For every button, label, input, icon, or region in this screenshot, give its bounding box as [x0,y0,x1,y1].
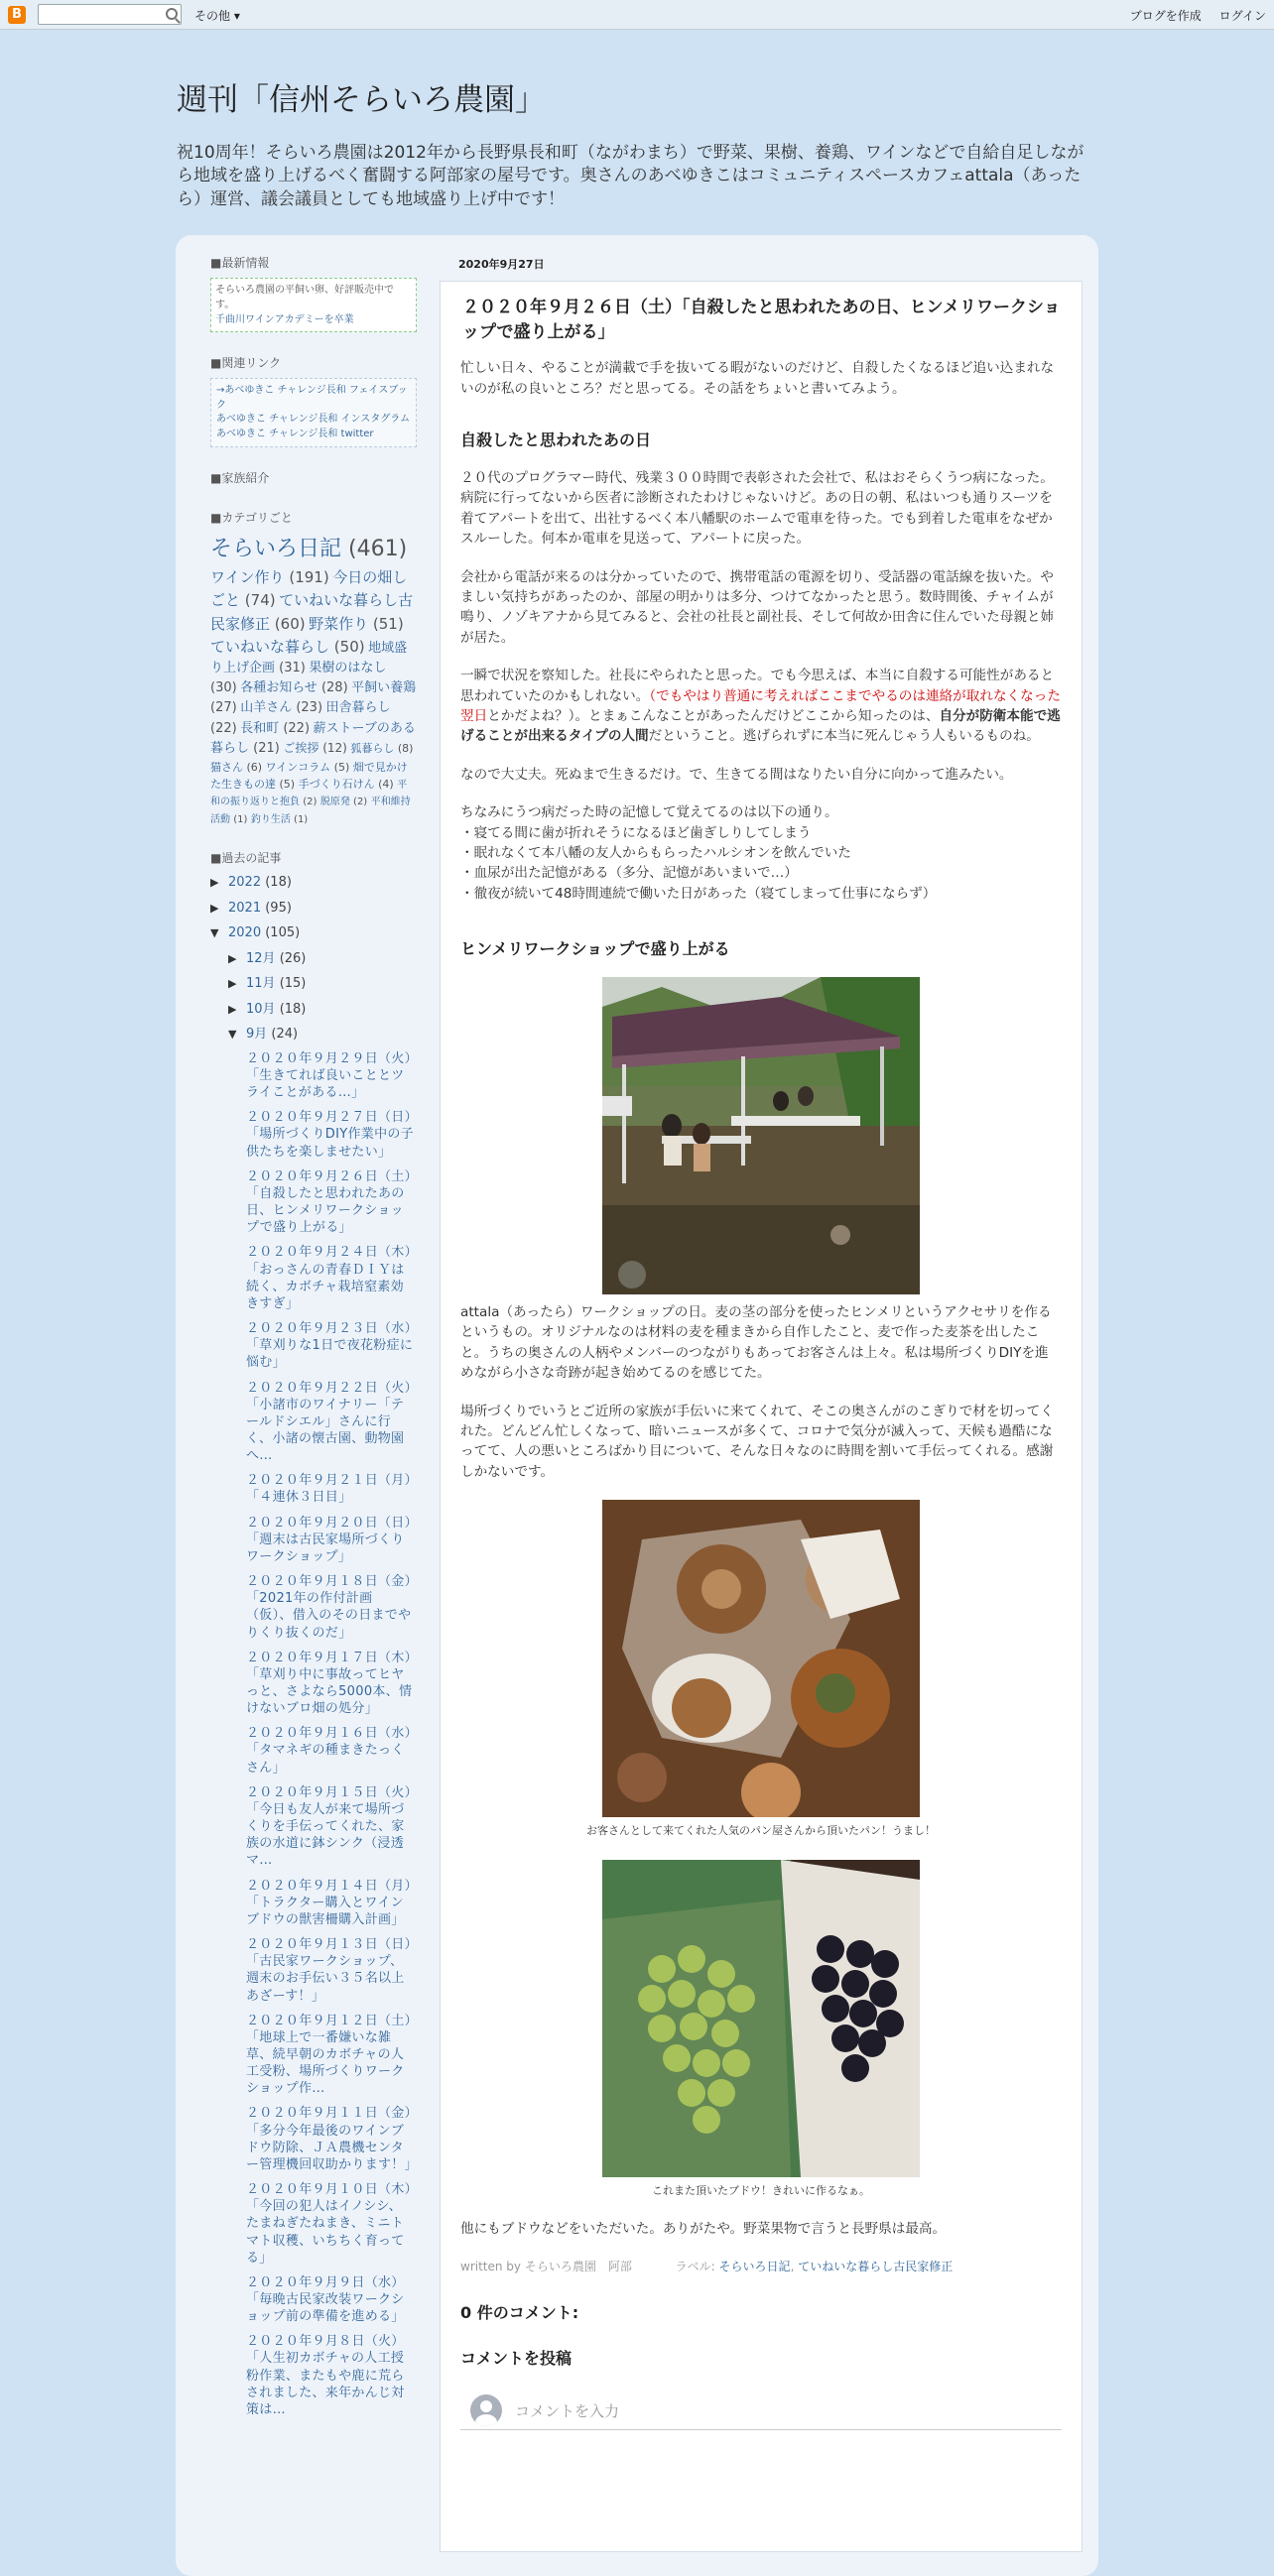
archive-post-link[interactable]: ２０２０年９月２９日（火）「生きてれば良いこととツライことがある…」 [246,1050,412,1101]
post-list-paragraph [460,802,1062,904]
post-paragraph [460,666,1062,747]
archive-post-link[interactable]: ２０２０年９月２０日（日）「週末は古民家場所づくりワークショップ」 [246,1515,412,1564]
list-item: ・眠れなくて本八幡の友人からもらったハルシオンを飲んでいた [460,844,851,861]
category-count: (5) [279,777,296,791]
category-count: (27) [210,700,237,716]
category-count: (51) [372,614,404,633]
category-name[interactable]: そらいろ日記 [210,537,342,561]
label-link[interactable]: ていねいな暮らし古民家修正 [798,2259,954,2273]
archive-count: (26) [279,950,307,966]
post-paragraph: 会社から電話が来るのは分かっていたので、携帯電話の電源を切り、受話器の電話線を抜いた。やましい気持ちがあったのか、部屋の明かりは多分、つけてなかったと思う。数時間後、チャイムが鳴り、ノゾキアナから見てみると、会社の社長と副社長、そして何故か田舎に住んでいた母親と姉が居た。 [460,568,1055,646]
category-label[interactable] [240,700,322,715]
section-heading: ヒンメリワークショップで盛り上がる [460,939,730,959]
category-count: (4) [378,777,394,791]
family-widget-title: ■家族紹介 [210,471,270,485]
category-count: (191) [289,568,329,587]
category-name[interactable]: ご挨拶 [283,740,319,755]
post-intro: 忙しい日々、やることが満載で手を抜いてる暇がないのだけど、自殺したくなるほど追い込まれないのが私の良いところ？だと思ってる。その話をちょいと書いてみよう。 [460,360,1055,397]
label-link[interactable]: そらいろ日記 [718,2259,791,2273]
bold-highlight-text: 自分が防衛本能で逃げることが出来るタイプの人間 [460,707,1061,745]
category-label[interactable] [251,814,308,825]
category-name[interactable]: 山羊さん [240,700,293,716]
category-count: (22) [210,720,237,736]
links-box [210,378,417,447]
category-count: (21) [253,740,280,756]
list-item: ・血尿が出た記憶がある（多分、記憶があいまいで…） [460,865,798,882]
category-count: (461) [348,537,408,561]
archive-count: (105) [265,925,301,941]
archive-post-link[interactable]: ２０２０年９月８日（火）「人生初カボチャの人工授粉作業、またもや鹿に荒らされました、来年かんじ対策は… [246,2334,405,2417]
archive-count: (18) [279,1001,307,1017]
category-label[interactable] [240,680,347,695]
archive-post-link[interactable]: ２０２０年９月１５日（火）「今日も友人が来て場所づくりを手伝ってくれた、家族の水道に鉢シンク（浸透マ… [246,1784,412,1869]
category-count: (60) [274,614,306,633]
category-label[interactable] [299,778,394,791]
blogger-navbar [0,0,1274,30]
category-name[interactable]: 各種お知らせ [240,680,318,696]
archive-count: (95) [265,900,292,916]
category-name[interactable]: 釣り生活 [250,813,291,825]
post-paragraph: ２０代のプログラマー時代、残業３００時間で表彰された会社で、私はおそらくうつ病になった。病院に行ってないから医者に診断されたわけじゃないけど。あの日の朝、私はいつも通りスーツを着てアパートを出て、出社するべく本八幡駅のホームで電車を待った。でも到着した電車をなぜかスルーした。何本か電車を見送って、アパートに戻った。 [460,470,1054,548]
category-widget [210,509,417,827]
recent-widget-title: ■最新情報 [210,256,270,270]
category-name[interactable]: 平飼い養鶏 [351,680,417,696]
link-instagram[interactable]: あべゆきこ チャレンジ長和 インスタグラム [216,414,411,425]
search-icon[interactable] [166,8,178,20]
list-item: ・徹夜が続いて48時間連続で働いた日があった（寝てしまって仕事にならず） [460,885,937,902]
category-name[interactable]: 手づくり石けん [298,777,375,791]
blog-description: 祝10周年！そらいろ農園は2012年から長野県長和町（ながわまち）で野菜、果樹、養鶏、ワインなどで自給自足しながら地域を盛り上げるべく奮闘する阿部家の屋号です。奥さんのあべゆきこはコミュニティスペースカフェattala（あったら）運営、議会議員としても地域盛り上げ中です！ [177,142,1084,210]
expand-arrow-icon[interactable]: ▶ [210,901,219,915]
category-count: (23) [296,700,323,716]
archive-month-9[interactable] [228,1025,417,1044]
sidebar [210,254,417,2440]
post-paragraph: なので大丈夫。死ぬまで生きるだけ。で、生きてる間はなりたい自分に向かって進みたい。 [460,766,1013,783]
post-paragraph: 他にもブドウなどをいただいた。ありがたや。野菜果物で言うと長野県は最高。 [460,2221,947,2238]
photo-caption: これまた頂いたブドウ！きれいに作るなぁ。 [652,2183,870,2197]
archive-month-label[interactable]: 10月 [246,1001,276,1017]
category-count: (5) [333,760,350,774]
category-count: (1) [233,813,248,825]
paragraph-text: とかだよね？）。とまぁこんなことがあったんだけどここから知ったのは、 [487,707,940,724]
category-name[interactable]: 田舎暮らし [325,700,391,716]
category-name[interactable]: ワインコラム [265,760,331,774]
archive-year-2021[interactable] [210,899,417,919]
link-facebook[interactable]: →あべゆきこ チャレンジ長和 フェイスブック [216,385,408,411]
comments-heading: 0 件のコメント: [460,2302,579,2322]
category-name[interactable]: 地域盛り上げ企画 [210,640,408,676]
archive-month-label[interactable]: 9月 [246,1027,268,1043]
avatar-icon [470,2394,502,2426]
post-author: written by そらいろ農園 阿部 [460,2259,632,2273]
expand-arrow-icon[interactable]: ▶ [210,876,219,890]
category-count: (28) [320,680,348,696]
category-label[interactable] [240,721,310,736]
expand-arrow-icon[interactable]: ▶ [228,977,237,991]
section-heading: 自殺したと思われたあの日 [460,430,652,450]
blog-header [177,77,1099,212]
labels-title: ラベル: [675,2259,715,2273]
navbar-right [1116,7,1266,25]
archive-year-2022[interactable] [210,873,417,893]
family-widget [210,469,417,487]
archive-post-link[interactable]: ２０２０年９月２４日（木）「おっさんの青春ＤＩＹは続く、カボチャ栽培窒素効きすぎ」 [246,1245,412,1311]
label-cloud [210,533,417,827]
category-label[interactable] [210,638,365,656]
post-paragraph: 場所づくりでいうとご近所の家族が手伝いに来てくれて、そこの奥さんがのこぎりで材を切ってくれた。どんどん忙しくなって、暗いニュースが多くて、コロナで気分が滅入って、天候も過酷になってて、人の悪いところばかり目について、そんな日々なのに時間を割いて手伝ってくれる。感謝しかないです。 [460,1403,1054,1480]
links-widget-title: ■関連リンク [210,356,282,370]
archive-year-label[interactable]: 2020 [228,925,262,941]
archive-post-link[interactable]: ２０２０年９月２１日（月）「４連休３日目」 [246,1473,412,1506]
archive-month-label[interactable]: 12月 [246,950,276,966]
bread-photo[interactable] [602,1500,920,1817]
archive-post-link[interactable]: ２０２０年９月１７日（木）「草刈り中に事故ってヒヤっと、さよなら5000本、情けないブロ畑の処分」 [246,1650,413,1717]
archive-post-list [210,1050,417,2418]
date-header: 2020年9月27日 [458,258,545,271]
category-name[interactable]: 薪ストーブのある暮らし [210,720,416,756]
comment-input[interactable]: コメントを入力 [515,2401,620,2420]
archive-count: (18) [265,875,292,891]
paragraph-text: 一瞬で状況を察知した。社長にやられたと思った。でも今思えば、本当に自殺する可能性があると思われていたのかもしれない。 [460,668,1055,704]
red-highlight-text: （でもやはり普通に考えればここまでやるのは連絡が取れなくなった翌日 [460,687,1061,724]
category-label[interactable] [320,797,367,807]
archive-month-label[interactable]: 11月 [246,976,276,992]
archive-post-link[interactable]: ２０２０年９月９日（水）「毎晩古民家改装ワークショップ前の準備を進める」 [246,2274,405,2325]
category-name[interactable]: 長和町 [240,720,280,736]
archive-post-link[interactable]: ２０２０年９月１２日（土）「地球上で一番嫌いな雑草、続早朝のカボチャの人工受粉、場所づくりワークショップ作… [246,2013,412,2097]
archive-year-label[interactable]: 2021 [228,900,262,916]
category-name[interactable]: 畑で見かけた生きもの達 [210,760,408,791]
blog-title[interactable]: 週刊「信州そらいろ農園」 [177,82,546,118]
category-label[interactable] [309,615,404,633]
list-intro: ちなみにうつ病だった時の記憶して覚えてるのは以下の通り。 [460,804,838,821]
category-name[interactable]: 狐暮らし [350,741,395,755]
category-count: (2) [353,797,368,808]
category-label[interactable] [210,761,262,774]
category-count: (31) [279,661,306,676]
category-count: (8) [397,741,414,755]
category-name[interactable]: 平和の振り返りと抱負 [210,779,408,808]
category-widget-title: ■カテゴリごと [210,511,293,525]
category-count: (74) [244,591,276,610]
category-name[interactable]: 平和維持活動 [210,797,411,825]
category-count: (22) [283,720,311,736]
post-title[interactable]: ２０２０年９月２６日（土）「自殺したと思われたあの日、ヒンメリワークショップで盛り上がる」 [462,298,1061,342]
search-input[interactable] [38,4,182,25]
category-label[interactable] [283,741,346,755]
category-label[interactable] [350,742,413,755]
archive-widget-title: ■過去の記事 [210,851,282,866]
expand-arrow-icon[interactable]: ▶ [228,1002,237,1016]
archive-year-label[interactable]: 2022 [228,875,262,891]
workshop-photo[interactable] [602,977,920,1294]
category-count: (1) [294,813,309,825]
category-name[interactable]: ていねいな暮らし古民家修正 [210,591,414,633]
archive-count: (15) [279,976,307,992]
archive-post-link[interactable]: ２０２０年９月１８日（金）「2021年の作付計画（仮）、借入のその日までやりくり抜くのだ」 [246,1574,412,1641]
category-label[interactable] [266,761,350,774]
category-label[interactable] [210,537,407,561]
expand-arrow-icon[interactable]: ▶ [228,951,237,965]
category-name[interactable]: ワイン作り [210,568,285,587]
category-name[interactable]: 猫さん [210,760,243,774]
archive-post-link[interactable]: ２０２０年９月２２日（火）「小諸市のワイナリー「テールドシエル」さんに行く、小諸の懐古園、動物園へ… [246,1380,412,1464]
login-link[interactable]: ログイン [1218,9,1266,23]
comment-box[interactable] [460,2394,1062,2430]
archive-month-12[interactable] [228,949,417,969]
blogger-logo-icon[interactable]: B [8,6,26,24]
archive-year-2020[interactable] [210,923,417,943]
category-count: (6) [246,760,263,774]
recent-line: そらいろ農園の平飼い卵、好評販売中です。 [215,285,394,310]
category-count: (30) [210,680,237,696]
recent-link[interactable]: 千曲川ワインアカデミーを卒業 [215,314,354,325]
grape-photo[interactable] [602,1860,920,2177]
collapse-arrow-icon[interactable]: ▼ [210,926,219,940]
link-twitter[interactable]: あべゆきこ チャレンジ長和 twitter [216,428,374,439]
links-widget [210,354,417,447]
list-item: ・寝てる間に歯が折れそうになるほど歯ぎしりしてしまう [460,824,812,841]
archive-month-10[interactable] [228,1000,417,1020]
archive-post-link[interactable]: ２０２０年９月２７日（日）「場所づくりDIY作業中の子供たちを楽しませたい」 [246,1110,414,1160]
paragraph-text: だということ。逃げられずに本当に死んじゃう人もいるものね。 [648,728,1040,745]
category-name[interactable]: ていねいな暮らし [210,637,330,656]
blog-post [440,281,1083,2552]
archive-post-link[interactable]: ２０２０年９月１３日（日）「古民家ワークショップ、週末のお手伝い３５名以上あざーす！」 [246,1937,412,2004]
archive-post-link[interactable]: ２０２０年９月１６日（水）「タマネギの種まきたっくさん」 [246,1726,412,1776]
category-name[interactable]: 脱原発 [319,797,350,808]
post-paragraph: attala（あったら）ワークショップの日。麦の茎の部分を使ったヒンメリというアクセサリを作るというもの。オリジナルなのは材料の麦を種まきから自作したこと、麦で作った麦茶を出したこと。うちの奥さんの人柄やメンバーのつながりもあってお客さんは上々。私は場所づくりDIYを進めながら小さな奇跡が起き始めてるのを感じてた。 [460,1304,1052,1382]
recent-widget [210,254,417,332]
archive-post-link[interactable]: ２０２０年９月１４日（月）「トラクター購入とワインブドウの獣害柵購入計画」 [246,1878,412,1927]
more-menu-button[interactable]: その他 ▾ [194,9,240,23]
archive-count: (24) [271,1027,299,1043]
archive-post-link[interactable]: ２０２０年９月２３日（水）「草刈りな1日で夜花粉症に悩む」 [246,1321,414,1371]
archive-post-link[interactable]: ２０２０年９月１１日（金）「多分今年最後のワインブドウ防除、ＪＡ農機センター管理機回収助かります！」 [246,2106,418,2172]
archive-widget [210,849,417,2418]
category-name[interactable]: 果樹のはなし [309,661,387,676]
category-label[interactable] [210,568,329,586]
archive-post-link[interactable]: ２０２０年９月１０日（木）「今回の犯人はイノシシ、たまねぎたねまき、ミニトマト収穫、いちちく育ってる」 [246,2182,412,2266]
archive-post-link[interactable]: ２０２０年９月２６日（土）「自殺したと思われたあの日、ヒンメリワークショップで盛り上がる」 [246,1168,412,1236]
category-name[interactable]: 野菜作り [309,614,369,633]
category-name[interactable]: 今日の畑しごと [210,568,408,610]
post-comment-heading: コメントを投稿 [460,2348,573,2368]
recent-box [210,278,417,332]
category-count: (2) [303,797,318,808]
category-count: (12) [322,740,347,755]
post-footer: written by そらいろ農園 阿部 ラベル: そらいろ日記, ていねいな暮らし古民家修正 [460,2259,954,2273]
photo-caption: お客さんとして来てくれた人気のパン屋さんから頂いたパン！うまし！ [586,1824,936,1838]
collapse-arrow-icon[interactable]: ▼ [228,1028,237,1042]
category-count: (50) [333,637,365,656]
archive-month-11[interactable] [228,974,417,994]
create-blog-link[interactable]: ブログを作成 [1129,9,1202,23]
